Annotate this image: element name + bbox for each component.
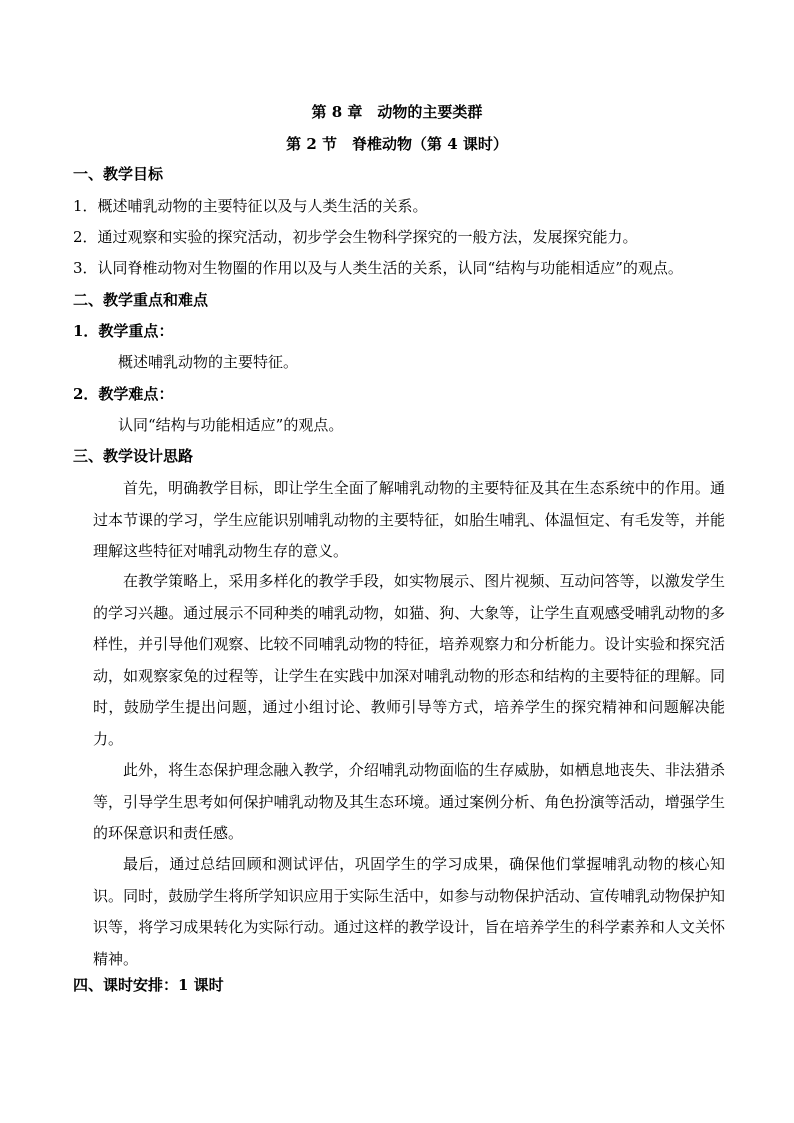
section-heading-schedule: 四、课时安排：1 课时 xyxy=(73,976,224,994)
section-heading-objectives: 一、教学目标 xyxy=(73,165,164,183)
design-paragraph: 首先，明确教学目标，即让学生全面了解哺乳动物的主要特征及其在生态系统中的作用。通过本节课的学习，学生应能识别哺乳动物的主要特征，如胎生哺乳、体温恒定、有毛发等，并能理解这些特征对哺乳动物生存的意义。 xyxy=(93,479,725,561)
objective-item: 2．通过观察和实验的探究活动，初步学会生物科学探究的一般方法，发展探究能力。 xyxy=(73,228,638,246)
objective-item: 3．认同脊椎动物对生物圈的作用以及与人类生活的关系，认同“结构与功能相适应”的观点。 xyxy=(73,259,683,277)
chapter-title: 第 8 章 动物的主要类群 xyxy=(311,103,483,121)
design-paragraph: 此外，将生态保护理念融入教学，介绍哺乳动物面临的生存威胁，如栖息地丧失、非法猎杀等，引导学生思考如何保护哺乳动物及其生态环境。通过案例分析、角色扮演等活动，增强学生的环保意识和责任感。 xyxy=(93,761,725,843)
section-heading-key-points: 二、教学重点和难点 xyxy=(73,291,209,309)
section-title: 第 2 节 脊椎动物（第 4 课时） xyxy=(286,135,508,153)
key-point-label: 1．教学重点： xyxy=(73,322,174,340)
difficulty-label: 2．教学难点： xyxy=(73,385,174,403)
difficulty-text: 认同“结构与功能相适应”的观点。 xyxy=(118,416,344,434)
key-point-text: 概述哺乳动物的主要特征。 xyxy=(118,353,299,371)
objective-item: 1．概述哺乳动物的主要特征以及与人类生活的关系。 xyxy=(73,197,428,215)
design-paragraph: 最后，通过总结回顾和测试评估，巩固学生的学习成果，确保他们掌握哺乳动物的核心知识。同时，鼓励学生将所学知识应用于实际生活中，如参与动物保护活动、宣传哺乳动物保护知识等，将学习成果转化为实际行动。通过这样的教学设计，旨在培养学生的科学素养和人文关怀精神。 xyxy=(93,855,725,968)
section-heading-design: 三、教学设计思路 xyxy=(73,447,194,465)
design-paragraph: 在教学策略上，采用多样化的教学手段，如实物展示、图片视频、互动问答等，以激发学生的学习兴趣。通过展示不同种类的哺乳动物，如猫、狗、大象等，让学生直观感受哺乳动物的多样性，并引导他们观察、比较不同哺乳动物的特征，培养观察力和分析能力。设计实验和探究活动，如观察家兔的过程等，让学生在实践中加深对哺乳动物的形态和结构的主要特征的理解。同时，鼓励学生提出问题，通过小组讨论、教师引导等方式，培养学生的探究精神和问题解决能力。 xyxy=(93,572,725,748)
